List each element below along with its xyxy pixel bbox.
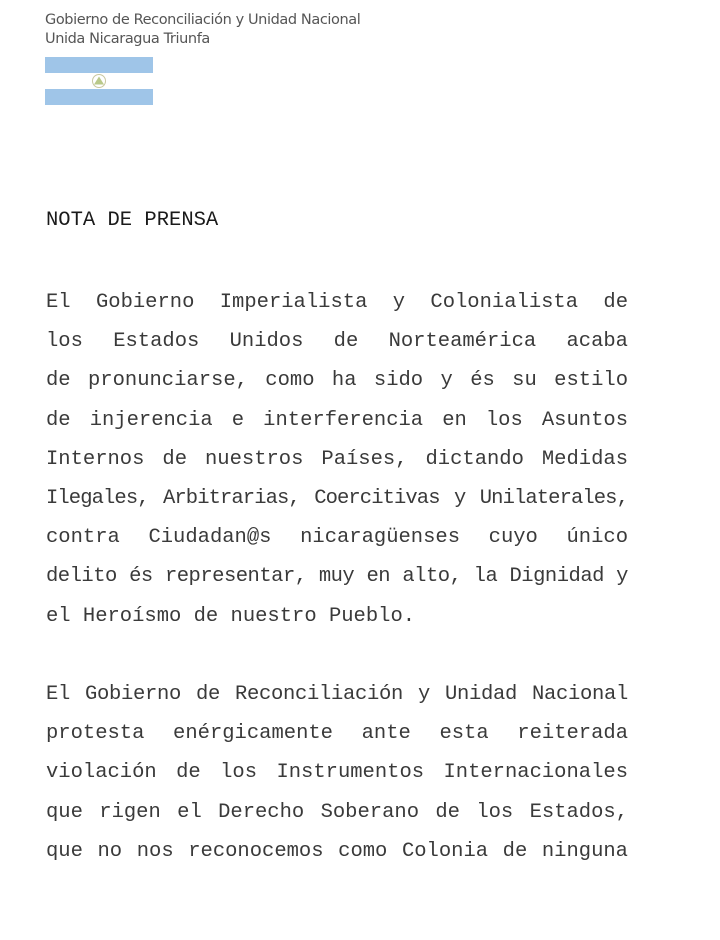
paragraph-line: Ilegales, Arbitrarias, Coercitivas y Unilaterales, xyxy=(46,487,628,511)
paragraph-line: que no nos reconocemos como Colonia de ninguna xyxy=(46,839,628,863)
paragraph-line: de injerencia e interferencia en los Asuntos xyxy=(46,408,628,432)
paragraph-line: violación de los Instrumentos Internacionales xyxy=(46,761,628,785)
paragraph-2 xyxy=(46,675,628,871)
paragraph-line: Internos de nuestros Países, dictando Medidas xyxy=(46,447,628,471)
paragraph-line: que rigen el Derecho Soberano de los Estados, xyxy=(46,800,628,824)
paragraph-line: de pronunciarse, como ha sido y és su estilo xyxy=(46,369,628,393)
flag-bottom-stripe xyxy=(45,89,153,105)
paragraph-line: protesta enérgicamente ante esta reiterada xyxy=(46,722,628,746)
paragraph-1 xyxy=(46,283,628,636)
nicaragua-flag-icon xyxy=(45,57,153,105)
paragraph-line: los Estados Unidos de Norteamérica acaba xyxy=(46,330,628,354)
flag-top-stripe xyxy=(45,57,153,73)
paragraph-line: el Heroísmo de nuestro Pueblo. xyxy=(46,604,416,628)
paragraph-line: contra Ciudadan@s nicaragüenses cuyo único xyxy=(46,526,628,550)
paragraph-line: El Gobierno Imperialista y Colonialista de xyxy=(46,291,628,314)
header-line-1: Gobierno de Reconciliación y Unidad Nacional xyxy=(45,12,361,28)
header-line-2: Unida Nicaragua Triunfa xyxy=(45,31,210,47)
paragraph-line: El Gobierno de Reconciliación y Unidad Nacional xyxy=(46,683,628,706)
paragraph-line: delito és representar, muy en alto, la Dignidad y xyxy=(46,565,628,589)
press-release-title: NOTA DE PRENSA xyxy=(46,209,219,232)
government-header xyxy=(45,11,360,49)
